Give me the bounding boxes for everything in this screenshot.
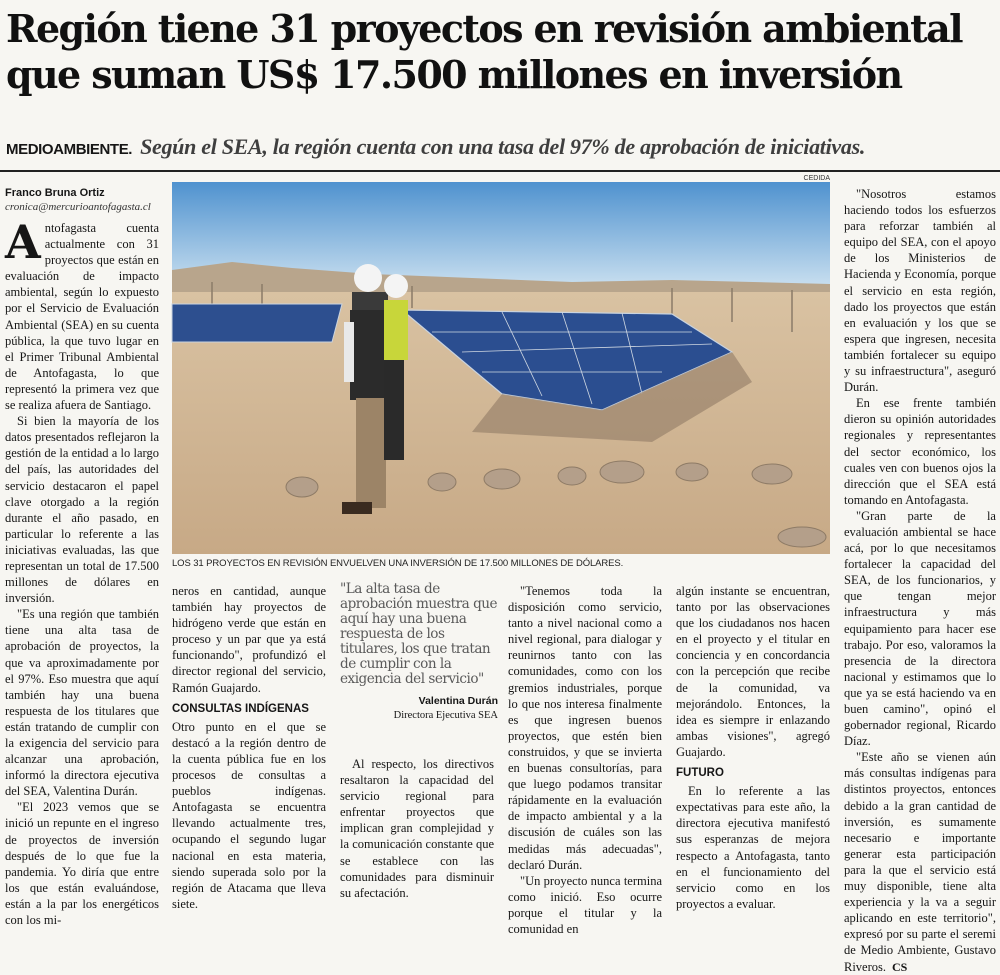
deck xyxy=(6,134,996,160)
paragraph: Al respecto, los directivos resaltaron la capacidad del servicio regional para enfrentar proyectos que implican gran complejidad y la comunicación constante que se establece con las comunidades para disminuir su afectación. xyxy=(340,757,494,900)
column-6 xyxy=(844,186,996,974)
divider-rule xyxy=(0,170,1000,172)
column-4 xyxy=(508,583,662,936)
paragraph: "Este año se vienen aún más consultas indígenas para distintos proyectos, entonces debido a la gran cantidad de inversión, es sumamente necesario e importante generar esta participación para la que el servicio está muy disponible, tiene alta experiencia y la va a seguir aplicando en este territorio", expresó por su parte el seremi de Medio Ambiente, Gustavo Riveros. CS xyxy=(844,750,996,974)
paragraph: "Nosotros estamos haciendo todos los esfuerzos para reforzar también al equipo del SEA, con el apoyo de los Ministerios de Hacienda y Economía, porque el servicio en esta región, dado los proyectos que están en evaluación y los que se espera que ingresen, necesita también fortalecer su equipo y su infraestructura", aseguró Durán. xyxy=(844,187,996,395)
photo-credit: CEDIDA xyxy=(803,175,830,182)
paragraph: "Un proyecto nunca termina como inició. Eso ocurre porque el titular y la comunidad en xyxy=(508,873,662,936)
paragraph: Antofagasta cuenta actualmente con 31 proyectos que están en evaluación de impacto ambiental, según lo expuesto por el Servicio de Evaluación Ambiental (SEA) en su cuenta pública, la que tuvo lugar en el Primer Tribunal Ambiental de Antofagasta, lo que representó la primera vez que se realiza afuera de Santiago. xyxy=(5,215,159,413)
paragraph: "Tenemos toda la disposición como servicio, tanto a nivel nacional como a nivel regional, para dialogar y reunirnos tanto con las comunidades, como con los gremios industriales, porque lo que nos interesa finalmente es que ingresen buenos proyectos, que estén bien construidos, y que se invierta en buenas consultorías, para que luego podamos transitar rápidamente en la evaluación de impacto ambiental y a la discusión de cuáles son las medidas más adecuadas", declaró Durán. xyxy=(508,584,662,872)
solar-panels-photo xyxy=(172,182,830,554)
column-2 xyxy=(172,583,326,911)
subhead-futuro: FUTURO xyxy=(676,767,724,780)
end-mark: CS xyxy=(892,959,908,974)
column-5 xyxy=(676,583,830,911)
subhead-consultas: CONSULTAS INDÍGENAS xyxy=(172,702,309,715)
pull-quote-role: Directora Ejecutiva SEA xyxy=(393,710,498,721)
headline: Región tiene 31 proyectos en revisión ambiental que suman US$ 17.500 millones en inversión xyxy=(6,6,962,97)
kicker: MEDIOAMBIENTE. xyxy=(6,141,133,158)
author-email: cronica@mercurioantofagasta.cl xyxy=(5,201,151,213)
column-1 xyxy=(5,186,159,928)
paragraph: "Es una región que también tiene una alta tasa de aprobación de proyectos, la que va aproximadamente por el 97%. Eso muestra que aquí también hay una buena respuesta de los titulares que están tratando de cumplir con la exigencia del servicio para alcanzar una aprobación, informó la directora ejecutiva del SEA, Valentina Durán. xyxy=(5,607,159,799)
paragraph: Si bien la mayoría de los datos presentados reflejaron la gestión de la entidad a lo largo del país, las autoridades del servicio destacaron el papel clave otorgado a la región durante el año pasado, en particular lo referente a las iniciativas evaluadas, las que representan un total de 17.500 millones de dólares en inversión. xyxy=(5,414,159,606)
column-3 xyxy=(340,756,494,900)
pull-quote-name: Valentina Durán xyxy=(418,695,498,707)
drop-cap: A xyxy=(5,215,41,269)
paragraph: En ese frente también dieron su opinión autoridades regionales y representantes del sector económico, los cuales ven con buenos ojos la dirección que el SEA está tomando en Antofagasta. xyxy=(844,396,996,507)
paragraph: "Gran parte de la evaluación ambiental se hace acá, por lo que necesitamos fortalecer la capacidad del SEA, de los funcionarios, y que tengan mejor infraestructura y más equipamiento para hacer ese trabajo. Por eso, valoramos la presencia de la directora nacional y estimamos que lo que ya se está haciendo va en buen camino", opinó el gobernador regional, Ricardo Díaz. xyxy=(844,508,996,749)
pull-quote-text: "La alta tasa de aprobación muestra que aquí hay una buena respuesta de los titulares, los que tratan de cumplir con la exigencia del servicio" xyxy=(340,581,498,687)
paragraph: Otro punto en el que se destacó a la región dentro de la cuenta pública fue en los procesos de consultas a pueblos indígenas. Antofagasta se encuentra llevando actualmente tres, ocupando el segundo lugar nacional en esta materia, siendo superada solo por la región de Atacama que lleva siete. xyxy=(172,719,326,911)
photo-caption: LOS 31 PROYECTOS EN REVISIÓN ENVUELVEN UNA INVERSIÓN DE 17.500 MILLONES DE DÓLARES. xyxy=(172,558,624,569)
paragraph: "El 2023 vemos que se inició un repunte en el ingreso de proyectos de inversión después de lo que fue la pandemia. Yo diría que entre los que están evaluándose, están a la par los energéticos con los mi- xyxy=(5,800,159,928)
paragraph: En lo referente a las expectativas para este año, la directora ejecutiva manifestó sus esperanzas de mejora respecto a Antofagasta, tanto en el funcionamiento del servicio como en los proyectos a evaluar. xyxy=(676,784,830,911)
subtitle: Según el SEA, la región cuenta con una tasa del 97% de aprobación de iniciativas. xyxy=(140,134,866,159)
author-name: Franco Bruna Ortiz xyxy=(5,187,105,199)
paragraph: neros en cantidad, aunque también hay proyectos de hidrógeno verde que están en proceso y un par que ya está funcionando", profundizó el director regional del servicio, Ramón Guajardo. xyxy=(172,584,326,695)
paragraph: algún instante se encuentran, tanto por las observaciones que los ciudadanos nos hacen en el proyecto y el titular en conciencia y en concordancia con la percepción que recibe de la comunidad, va mejorándolo. Entonces, la idea es siempre ir enlazando ambas visiones", agregó Guajardo. xyxy=(676,584,830,759)
pull-quote xyxy=(340,582,498,721)
